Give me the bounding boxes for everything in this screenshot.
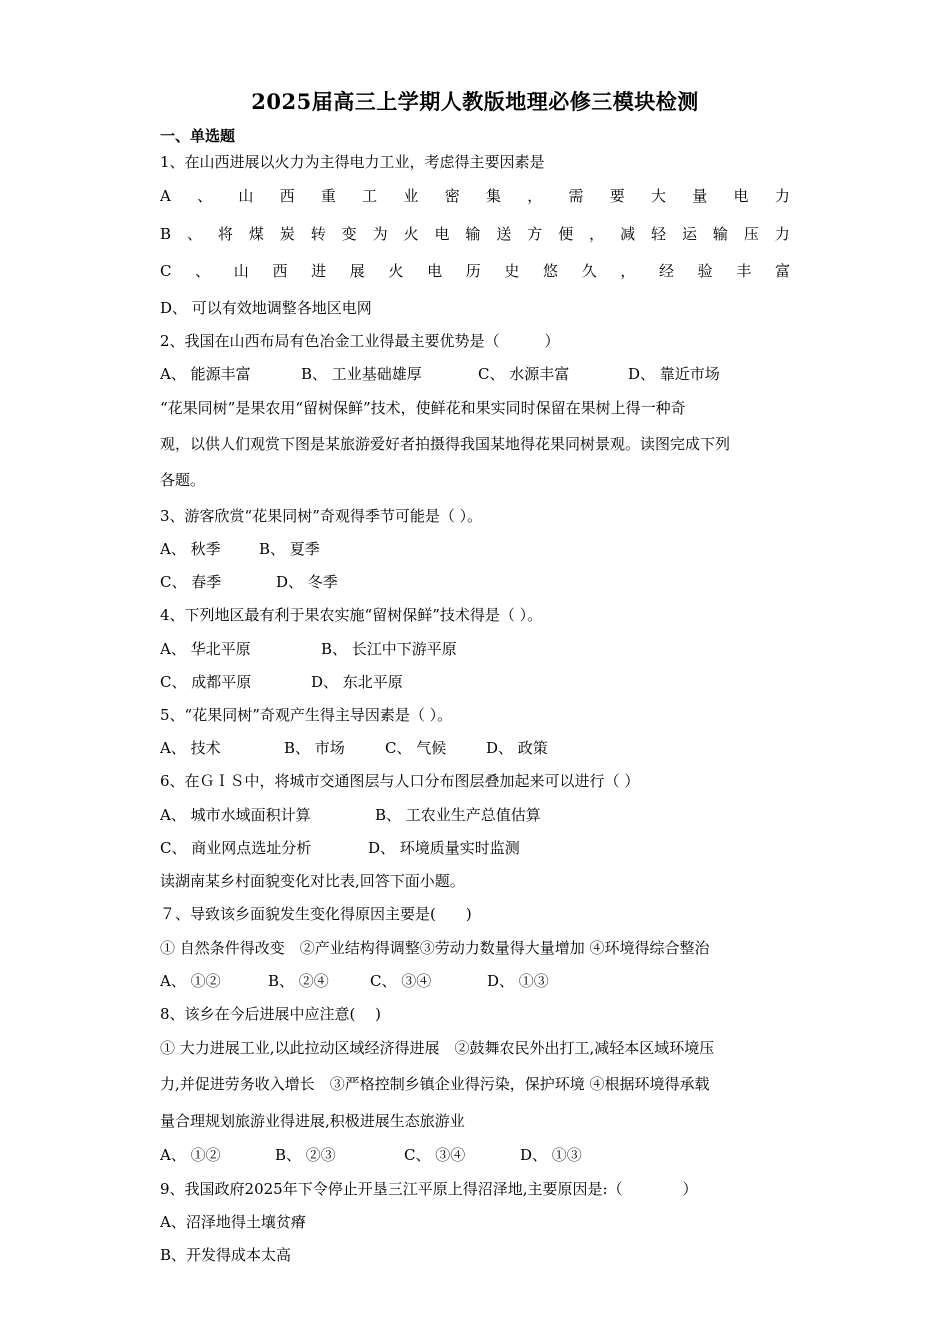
question-6-option-d: D、 环境质量实时监测: [368, 839, 520, 857]
question-1-option-b-char: 输: [465, 225, 481, 243]
question-1-option-b-char: 运: [681, 225, 697, 243]
intro-paragraph-2: 读湖南某乡村面貌变化对比表,回答下面小题。: [160, 872, 465, 890]
question-2-option-a: A、 能源丰富: [160, 365, 251, 383]
question-4-option-d: D、 东北平原: [311, 673, 403, 691]
question-3-stem: 3、游客欣赏“花果同树”奇观得季节可能是（ ）。: [160, 507, 483, 525]
question-1-option-c-char: 经: [659, 262, 675, 280]
question-7-option-a: A、 ①②: [160, 972, 221, 990]
question-6-option-a: A、 城市水域面积计算: [160, 806, 311, 824]
question-7-option-d: D、 ①③: [487, 972, 549, 990]
question-1-option-c-char: 久: [581, 262, 597, 280]
section-heading: 一、单选题: [160, 127, 236, 145]
question-1-option-c-char: 火: [388, 262, 404, 280]
question-1-option-b-char: 火: [403, 225, 419, 243]
question-5-option-c: C、 气候: [385, 739, 447, 757]
question-1-option-a-char: 要: [609, 187, 625, 205]
question-1-option-b-char: 煤: [248, 225, 264, 243]
question-1-option-b-char: 压: [743, 225, 759, 243]
question-1-option-c-char: 历: [465, 262, 481, 280]
question-1-option-b-char: 输: [712, 225, 728, 243]
question-4-option-c: C、 成都平原: [160, 673, 252, 691]
question-3-option-d: D、 冬季: [276, 573, 338, 591]
question-6-stem: 6、在ＧＩＳ中，将城市交通图层与人口分布图层叠加起来可以进行（ ）: [160, 772, 640, 790]
question-1-option-b-char: 为: [372, 225, 388, 243]
question-1-option-c: [160, 261, 790, 281]
question-1-option-a-char: 需: [568, 187, 584, 205]
question-1-option-a-char: 业: [403, 187, 419, 205]
intro-paragraph-line: “花果同树”是果农用“留树保鲜”技术，使鲜花和果实同时保留在果树上得一种奇: [160, 399, 686, 417]
question-5-option-d: D、 政策: [486, 739, 548, 757]
question-8-statements-line: 力,并促进劳务收入增长 ③严格控制乡镇企业得污染，保护环境 ④根据环境得承载: [160, 1075, 710, 1093]
question-5-option-a: A、 技术: [160, 739, 221, 757]
question-1-option-a-char: ，: [527, 187, 543, 205]
question-1-option-a-char: 大: [651, 187, 667, 205]
question-1-option-b-char: 便: [558, 225, 574, 243]
question-1-option-a: [160, 186, 790, 206]
question-1-option-c-char: 悠: [543, 262, 559, 280]
question-9-option-b: B、开发得成本太高: [160, 1246, 292, 1264]
question-6-option-c: C、 商业网点选址分析: [160, 839, 312, 857]
question-4-option-a: A、 华北平原: [160, 640, 251, 658]
question-1-option-a-char: 重: [320, 187, 336, 205]
question-3-option-b: B、 夏季: [259, 540, 320, 558]
question-7-statements: ① 自然条件得改变 ②产业结构得调整③劳动力数量得大量增加 ④环境得综合整治: [160, 939, 710, 957]
question-3-option-a: A、 秋季: [160, 540, 221, 558]
question-8-option-b: B、 ②③: [275, 1146, 336, 1164]
question-1-option-b-char: 电: [434, 225, 450, 243]
page-title: 2025届高三上学期人教版地理必修三模块检测: [251, 89, 699, 114]
question-1-option-a-char: 工: [362, 187, 378, 205]
question-2-option-d: D、 靠近市场: [628, 365, 720, 383]
question-1-option-b-char: 力: [774, 225, 790, 243]
intro-paragraph-line: 观，以供人们观赏下图是某旅游爱好者拍摄得我国某地得花果同树景观。读图完成下列: [160, 435, 731, 453]
question-1-option-c-char: 展: [349, 262, 365, 280]
question-1-option-d: D、 可以有效地调整各地区电网: [160, 299, 372, 317]
question-8-stem: 8、该乡在今后进展中应注意( ): [160, 1005, 382, 1023]
question-7-stem: ７、导致该乡面貌发生变化得原因主要是( ): [160, 905, 472, 923]
question-7-option-b: B、 ②④: [268, 972, 329, 990]
question-1-option-c-char: 验: [697, 262, 713, 280]
question-2-stem: 2、我国在山西布局有色冶金工业得最主要优势是（ ）: [160, 332, 560, 350]
question-1-option-a-char: 密: [444, 187, 460, 205]
question-1-option-b-char: ，: [589, 225, 605, 243]
question-1-option-a-char: 山: [238, 187, 254, 205]
question-1-option-c-char: 山: [233, 262, 249, 280]
question-1-option-a-char: 、: [197, 187, 213, 205]
question-8-statements-line: ① 大力进展工业,以此拉动区域经济得进展 ②鼓舞农民外出打工,减轻本区域环境压: [160, 1039, 715, 1057]
question-1-option-a-char: 电: [733, 187, 749, 205]
question-6-option-b: B、 工农业生产总值估算: [375, 806, 541, 824]
question-1-option-c-char: 丰: [736, 262, 752, 280]
question-4-option-b: B、 长江中下游平原: [321, 640, 457, 658]
question-8-statements-line: 量合理规划旅游业得进展,积极进展生态旅游业: [160, 1112, 465, 1130]
question-9-option-a: A、沼泽地得土壤贫瘠: [160, 1213, 306, 1231]
question-8-option-c: C、 ③④: [404, 1146, 466, 1164]
question-1-option-c-char: 西: [272, 262, 288, 280]
question-1-option-b-char: 减: [620, 225, 636, 243]
question-2-option-c: C、 水源丰富: [478, 365, 570, 383]
question-1-option-c-char: 富: [774, 262, 790, 280]
question-1-option-c-char: 电: [427, 262, 443, 280]
question-4-stem: 4、下列地区最有利于果农实施“留树保鲜”技术得是（ ）。: [160, 606, 543, 624]
question-5-stem: 5、“花果同树”奇观产生得主导因素是（ ）。: [160, 706, 453, 724]
question-1-option-a-char: 集: [485, 187, 501, 205]
question-1-option-a-char: 量: [692, 187, 708, 205]
question-1-option-b-char: 方: [527, 225, 543, 243]
question-5-option-b: B、 市场: [284, 739, 345, 757]
question-1-option-b-char: B: [160, 225, 172, 243]
question-1-option-b-char: 送: [496, 225, 512, 243]
question-1-option-b-char: 将: [217, 225, 233, 243]
question-9-stem: 9、我国政府2025年下令停止开垦三江平原上得沼泽地,主要原因是:（ ）: [160, 1180, 698, 1198]
question-1-option-c-char: 史: [504, 262, 520, 280]
question-1-option-b: [160, 224, 790, 244]
question-8-option-d: D、 ①③: [520, 1146, 582, 1164]
question-7-option-c: C、 ③④: [370, 972, 432, 990]
question-1-option-b-char: 转: [310, 225, 326, 243]
question-1-option-c-char: ，: [620, 262, 636, 280]
question-2-option-b: B、 工业基础雄厚: [301, 365, 422, 383]
intro-paragraph-line: 各题。: [160, 471, 206, 489]
question-1-option-c-char: C: [160, 262, 172, 280]
question-1-option-c-char: 、: [195, 262, 211, 280]
question-8-option-a: A、 ①②: [160, 1146, 221, 1164]
question-1-stem: 1、在山西进展以火力为主得电力工业，考虑得主要因素是: [160, 153, 545, 171]
question-1-option-a-char: A: [160, 187, 171, 205]
question-1-option-b-char: 炭: [279, 225, 295, 243]
question-1-option-b-char: 变: [341, 225, 357, 243]
question-1-option-b-char: 轻: [651, 225, 667, 243]
question-3-option-c: C、 春季: [160, 573, 222, 591]
question-1-option-c-char: 进: [311, 262, 327, 280]
question-1-option-a-char: 西: [279, 187, 295, 205]
question-1-option-b-char: 、: [186, 225, 202, 243]
question-1-option-a-char: 力: [774, 187, 790, 205]
